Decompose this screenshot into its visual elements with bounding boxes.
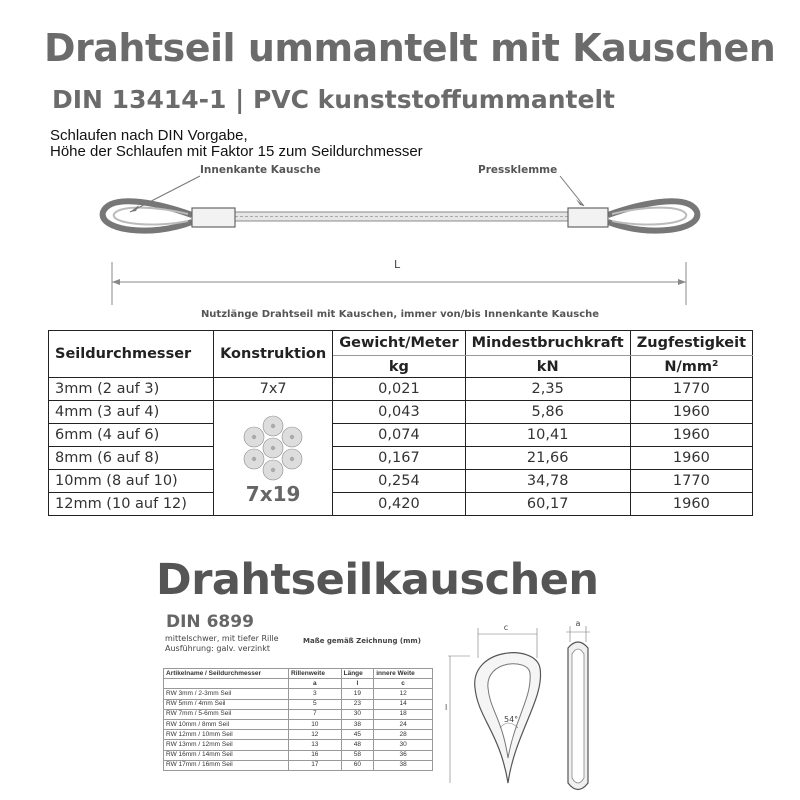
table-row [49,470,753,493]
thimble-cell: 45 [341,730,374,740]
thimble-cell: 23 [341,699,374,709]
usage-note: Nutzlänge Drahtseil mit Kauschen, immer von/bis Innenkante Kausche [200,309,600,320]
cell-tensile: 1960 [630,493,752,516]
table-row [49,378,753,401]
thimble-cell: RW 13mm / 12mm Seil [164,740,289,750]
note-line-2: Höhe der Schlaufen mit Faktor 15 zum Seildurchmesser [50,143,423,160]
table-row [164,709,433,719]
table-row [164,740,433,750]
page-title: Drahtseil ummantelt mit Kauschen [44,26,776,70]
cell-weight: 0,021 [333,378,465,401]
thimble-cell: 24 [374,719,433,729]
label-length: L [394,258,401,271]
thimble-cell: 38 [374,760,433,770]
cell-breaking: 2,35 [465,378,630,401]
thimble-header-inner: innere Weite [374,669,433,679]
drawing-label-angle: 54° [504,715,519,724]
thimble-cell: 10 [289,719,342,729]
cell-weight: 0,167 [333,447,465,470]
cell-breaking: 34,78 [465,470,630,493]
thimble-cell: 58 [341,750,374,760]
cell-diameter: 12mm (10 auf 12) [49,493,214,516]
thimble-subheader-a: a [289,679,342,689]
spec-table [48,330,753,516]
thimble-cell: 60 [341,760,374,770]
cell-diameter: 3mm (2 auf 3) [49,378,214,401]
thimble-cell: 5 [289,699,342,709]
cell-tensile: 1960 [630,401,752,424]
cell-breaking: 5,86 [465,401,630,424]
thimble-cell: 19 [341,689,374,699]
thimbles-standard: DIN 6899 [166,612,254,632]
table-row [49,447,753,470]
thimble-cell: RW 16mm / 14mm Seil [164,750,289,760]
thimbles-title: Drahtseilkauschen [156,555,599,605]
thimble-cell: 28 [374,730,433,740]
cell-diameter: 10mm (8 auf 10) [49,470,214,493]
cell-construction-7x19 [214,401,333,516]
header-weight: Gewicht/Meter [333,331,465,356]
label-inner-edge: Innenkante Kausche [200,164,321,176]
cell-tensile: 1960 [630,424,752,447]
thimble-cell: RW 5mm / 4mm Seil [164,699,289,709]
thimble-table [163,668,433,771]
cell-diameter: 4mm (3 auf 4) [49,401,214,424]
thimble-header-name: Artikelname / Seildurchmesser [164,669,289,679]
cell-weight: 0,043 [333,401,465,424]
wire-rope-cross-section-icon [233,413,313,483]
thimble-subheader-c: c [374,679,433,689]
table-row [164,719,433,729]
cell-breaking: 10,41 [465,424,630,447]
thimble-subheader-l: l [341,679,374,689]
table-row [164,760,433,770]
header-weight-unit: kg [333,356,465,378]
thimble-cell: 17 [289,760,342,770]
table-row [49,424,753,447]
header-breaking-unit: kN [465,356,630,378]
cell-tensile: 1770 [630,378,752,401]
thimble-header-length: Länge [341,669,374,679]
thimble-cell: 13 [289,740,342,750]
cell-tensile: 1960 [630,447,752,470]
thimble-cell: 36 [374,750,433,760]
thimble-drawing [440,618,640,798]
construction-7x19-label: 7x19 [245,482,301,506]
header-construction: Konstruktion [214,331,333,378]
header-breaking: Mindestbruchkraft [465,331,630,356]
header-tensile-unit: N/mm² [630,356,752,378]
thimbles-dimensions-note: Maße gemäß Zeichnung (mm) [303,637,421,645]
table-row [164,750,433,760]
header-diameter: Seildurchmesser [49,331,214,378]
thimble-cell: RW 17mm / 16mm Seil [164,760,289,770]
drawing-label-a: a [575,619,581,628]
table-row [164,730,433,740]
cell-tensile: 1770 [630,470,752,493]
table-row [49,401,753,424]
thimble-cell: 3 [289,689,342,699]
thimble-cell: 12 [289,730,342,740]
table-row [164,699,433,709]
thimbles-note-2: Ausführung: galv. verzinkt [165,644,271,653]
cell-weight: 0,420 [333,493,465,516]
cell-diameter: 6mm (4 auf 6) [49,424,214,447]
header-tensile: Zugfestigkeit [630,331,752,356]
drawing-label-l: l [445,703,448,712]
cell-weight: 0,254 [333,470,465,493]
cell-weight: 0,074 [333,424,465,447]
note-line-1: Schlaufen nach DIN Vorgabe, [50,127,248,144]
cell-diameter: 8mm (6 auf 8) [49,447,214,470]
thimble-cell: 48 [341,740,374,750]
cell-breaking: 21,66 [465,447,630,470]
thimbles-note-1: mittelschwer, mit tiefer Rille [165,634,279,643]
thimble-cell: RW 10mm / 8mm Seil [164,719,289,729]
thimble-cell: 38 [341,719,374,729]
thimble-cell: 18 [374,709,433,719]
thimble-cell: RW 3mm / 2-3mm Seil [164,689,289,699]
thimble-cell: 7 [289,709,342,719]
drawing-label-c: c [503,623,509,632]
thimble-cell: 30 [374,740,433,750]
thimble-cell: 16 [289,750,342,760]
page-subtitle: DIN 13414-1 | PVC kunststoffummantelt [52,85,615,114]
thimble-cell: 30 [341,709,374,719]
thimble-header-groove: Rillenweite [289,669,342,679]
thimble-cell: 14 [374,699,433,709]
thimble-subheader [164,679,289,689]
cell-construction-7x7: 7x7 [214,378,333,401]
table-row [164,689,433,699]
thimble-cell: 12 [374,689,433,699]
thimble-cell: RW 7mm / 5-6mm Seil [164,709,289,719]
label-press-clamp: Pressklemme [478,164,558,176]
table-row [49,493,753,516]
cell-breaking: 60,17 [465,493,630,516]
thimble-cell: RW 12mm / 10mm Seil [164,730,289,740]
